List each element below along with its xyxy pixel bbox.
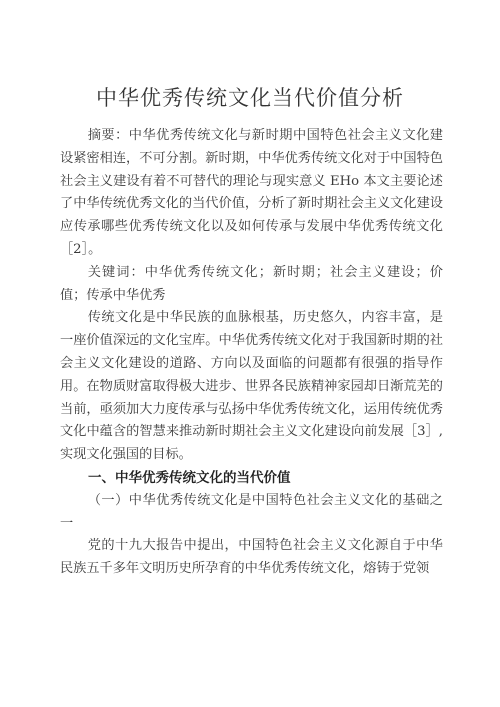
document-body bbox=[60, 125, 443, 581]
keywords-paragraph: 关键词：中华优秀传统文化；新时期；社会主义建设；价值；传承中华优秀 bbox=[60, 264, 443, 303]
intro-paragraph: 传统文化是中华民族的血脉根基，历史悠久，内容丰富，是一座价值深远的文化宝库。中华优秀传统文化对于我国新时期的社会主义文化建设的道路、方向以及面临的问题都有很强的指导作用。在物质财富取得极大进步、世界各民族精神家园却日渐荒芜的当前，亟须加大力度传承与弘扬中华优秀传统文化，运用传统优秀文化中蕴含的智慧来推动新时期社会主义文化建设向前发展［3］,实现文化强国的目标。 bbox=[60, 310, 443, 463]
abstract-paragraph: 摘要：中华优秀传统文化与新时期中国特色社会主义文化建设紧密相连，不可分割。新时期，中华优秀传统文化对于中国特色社会主义建设有着不可替代的理论与现实意义 EHo 本文主要论述了中华传统优秀文化的当代价值，分析了新时期社会主义文化建设应传承哪些优秀传统文化以及如何传承与发展中华优秀传统文化［2］。 bbox=[60, 128, 443, 257]
document-title: 中华优秀传统文化当代价值分析 bbox=[96, 86, 404, 110]
section-heading: 一、中华优秀传统文化的当代价值 bbox=[88, 469, 291, 486]
subsection-heading: （一）中华优秀传统文化是中国特色社会主义文化的基础之一 bbox=[60, 492, 443, 531]
body-paragraph: 党的十九大报告中提出，中国特色社会主义文化源自于中华民族五千多年文明历史所孕育的中华优秀传统文化，熔铸于党领 bbox=[60, 538, 443, 577]
